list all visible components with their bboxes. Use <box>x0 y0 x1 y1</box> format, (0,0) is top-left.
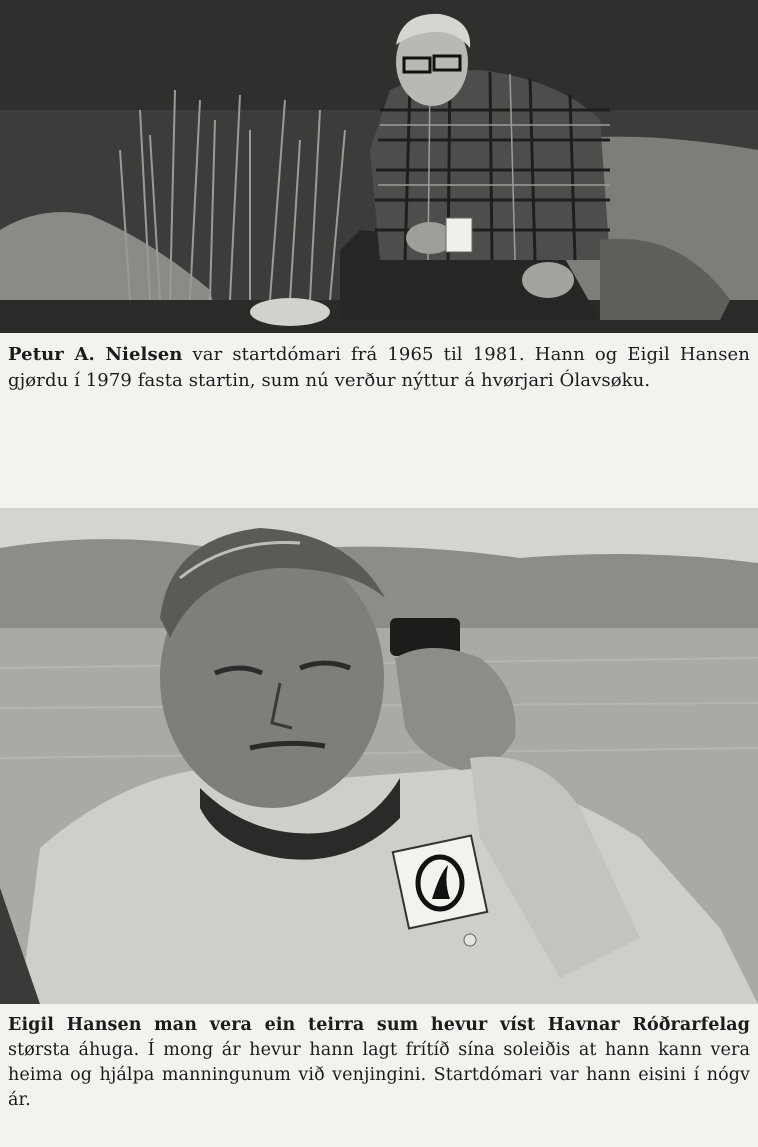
caption-photo-2 <box>8 1013 750 1113</box>
photo-eigil-hansen <box>0 508 758 1004</box>
caption-1-text: var startdómari frá 1965 til 1981. Hann og Eigil Hansen gjørdu í 1979 fasta startin, sum nú verður nýttur á hvørjari Ólavsøku. <box>8 344 750 391</box>
photo-petur-nielsen <box>0 0 758 333</box>
caption-photo-1 <box>8 342 750 394</box>
caption-2-lead: Eigil Hansen man vera ein teirra sum hevur víst Havnar Róðrarfelag <box>8 1015 750 1035</box>
caption-1-name: Petur A. Nielsen <box>8 344 183 365</box>
caption-2-text: størsta áhuga. Í mong ár hevur hann lagt frítíð sína soleiðis at hann kann vera heima og hjálpa manningunum við venjingini. Startdómari var hann eisini í nógv ár. <box>8 1040 750 1110</box>
